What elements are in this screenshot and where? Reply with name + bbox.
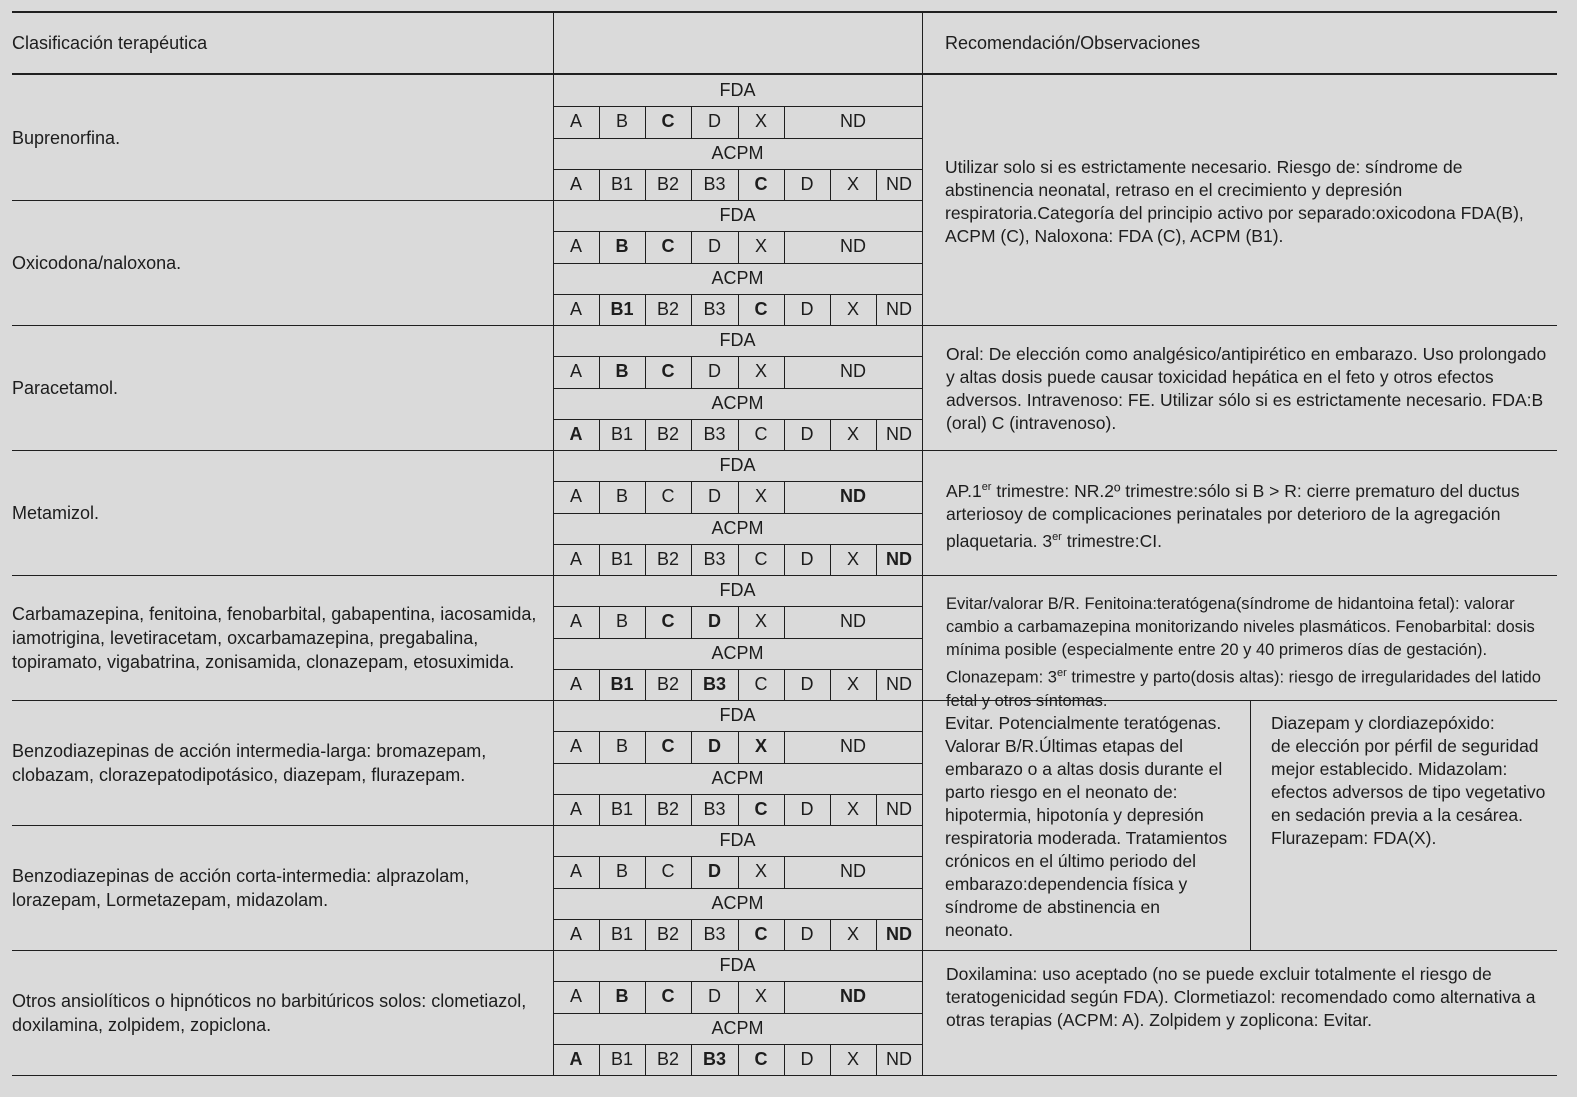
- acpm-cell-a: A: [569, 923, 582, 944]
- acpm-cell-d: D: [800, 923, 814, 944]
- acpm-cell-d: D: [800, 423, 814, 444]
- row-label-text: Buprenorfina.: [12, 127, 121, 148]
- acpm-title: ACPM: [711, 767, 764, 788]
- acpm-cell-a: A: [569, 673, 582, 694]
- acpm-cell-a: A: [569, 298, 582, 319]
- header-therapeutic-classification: Clasificación terapéutica: [12, 33, 208, 53]
- fda-cell-b: B: [615, 861, 628, 882]
- acpm-cell-x: X: [846, 673, 859, 694]
- acpm-cell-b2: B2: [656, 173, 680, 194]
- acpm-cell-c: C: [754, 548, 768, 569]
- rec4-text-a: Evitar/valorar B/R. Fenitoina:teratógena(síndrome de hidantoina fetal): valorar cambio a carbamazepina monitorizando niveles plasmáticos. Fenobarbital: dosis mínima posible (especialmente entre 20 y 40 primeros días de gestación). Clonazepam: 3: [946, 595, 1535, 687]
- acpm-cell-nd: ND: [886, 548, 912, 569]
- fda-title: FDA: [719, 955, 756, 976]
- fda-cell-d: D: [708, 111, 721, 132]
- acpm-title: ACPM: [711, 892, 764, 913]
- fda-cell-x: X: [754, 111, 767, 132]
- acpm-cell-b1: B1: [610, 798, 634, 819]
- row-label-text: Benzodiazepinas de acción intermedia-larga: bromazepam, clobazam, clorazepatodipotásico, diazepam, flurazepam.: [12, 740, 487, 785]
- row-label: [12, 75, 542, 200]
- fda-cell-nd: ND: [840, 611, 866, 632]
- fda-cell-d: D: [708, 736, 721, 757]
- fda-title: FDA: [719, 705, 756, 726]
- acpm-cell-d: D: [800, 548, 814, 569]
- recommendation-metamizol: [946, 476, 1546, 553]
- acpm-cell-b1: B1: [610, 923, 634, 944]
- acpm-cell-b3: B3: [703, 423, 726, 444]
- rec5b-line-1: Diazepam y clordiazepóxido:: [1271, 713, 1495, 733]
- row-label-text: Paracetamol.: [12, 377, 119, 398]
- fda-cell-d: D: [708, 861, 721, 882]
- acpm-cell-c: C: [754, 1048, 768, 1069]
- fda-cell-a: A: [569, 736, 582, 757]
- acpm-cell-nd: ND: [886, 673, 912, 694]
- fda-cell-d: D: [708, 986, 721, 1007]
- acpm-cell-b1: B1: [610, 423, 634, 444]
- acpm-title: ACPM: [711, 392, 764, 413]
- acpm-title: ACPM: [711, 642, 764, 663]
- recommendation-anticonvulsants: [946, 593, 1556, 713]
- row-label: [12, 950, 542, 1075]
- recommendation-benzodiazepines-specific: [1271, 712, 1553, 850]
- acpm-cell-c: C: [754, 923, 768, 944]
- fda-cell-x: X: [754, 736, 767, 757]
- acpm-cell-a: A: [569, 423, 583, 444]
- header-recommendations: Recomendación/Observaciones: [945, 33, 1201, 53]
- rec-row-divider: [922, 950, 1557, 951]
- fda-cell-nd: ND: [840, 486, 866, 507]
- acpm-cell-b2: B2: [656, 923, 680, 944]
- fda-cell-c: C: [661, 861, 675, 882]
- fda-title: FDA: [719, 330, 756, 351]
- acpm-cell-b3: B3: [703, 798, 726, 819]
- acpm-cell-b3: B3: [702, 673, 726, 694]
- fda-cell-d: D: [708, 486, 721, 507]
- acpm-cell-x: X: [846, 173, 859, 194]
- acpm-cell-b3: B3: [702, 1048, 726, 1069]
- fda-cell-c: C: [661, 236, 675, 257]
- fda-cell-x: X: [754, 611, 767, 632]
- fda-cell-a: A: [569, 486, 582, 507]
- fda-cell-a: A: [569, 861, 582, 882]
- fda-cell-a: A: [569, 361, 582, 382]
- row-label-text: Otros ansiolíticos o hipnóticos no barbitúricos solos: clometiazol, doxilamina, zolpidem, zopiclona.: [12, 990, 527, 1035]
- acpm-title: ACPM: [711, 142, 764, 163]
- acpm-cell-nd: ND: [886, 423, 912, 444]
- acpm-cell-b1: B1: [610, 673, 634, 694]
- fda-cell-b: B: [615, 611, 628, 632]
- acpm-cell-b3: B3: [703, 923, 726, 944]
- acpm-cell-nd: ND: [886, 298, 912, 319]
- table-bottom-rule: [12, 1075, 1557, 1076]
- fda-cell-nd: ND: [840, 986, 866, 1007]
- acpm-cell-b2: B2: [656, 298, 680, 319]
- fda-cell-d: D: [708, 236, 721, 257]
- rec3-text-a: AP.1: [946, 480, 982, 501]
- fda-cell-nd: ND: [840, 736, 866, 757]
- row-label: [12, 700, 542, 825]
- fda-cell-b: B: [615, 486, 628, 507]
- fda-cell-nd: ND: [840, 861, 866, 882]
- fda-cell-x: X: [754, 486, 767, 507]
- fda-cell-b: B: [615, 986, 629, 1007]
- fda-cell-c: C: [661, 986, 675, 1007]
- row-label-text: Oxicodona/naloxona.: [12, 252, 182, 273]
- acpm-cell-b2: B2: [656, 1048, 680, 1069]
- acpm-cell-c: C: [754, 423, 768, 444]
- row-label: [12, 450, 542, 575]
- fda-cell-d: D: [708, 611, 721, 632]
- fda-cell-b: B: [615, 736, 628, 757]
- acpm-cell-d: D: [800, 1048, 814, 1069]
- rec-split-divider: [1250, 700, 1251, 950]
- fda-title: FDA: [719, 205, 756, 226]
- acpm-cell-x: X: [846, 423, 859, 444]
- rec3-sup-b: er: [1052, 530, 1062, 543]
- acpm-cell-d: D: [800, 298, 814, 319]
- fda-cell-d: D: [708, 361, 721, 382]
- acpm-cell-a: A: [569, 798, 582, 819]
- fda-cell-c: C: [661, 736, 675, 757]
- fda-cell-x: X: [754, 861, 767, 882]
- row-label: [12, 325, 542, 450]
- acpm-cell-b1: B1: [610, 1048, 634, 1069]
- acpm-cell-nd: ND: [886, 1048, 912, 1069]
- fda-title: FDA: [719, 455, 756, 476]
- column-divider-2: [922, 11, 923, 1075]
- recommendation-opioids: Utilizar solo si es estrictamente necesario. Riesgo de: síndrome de abstinencia neonatal, retraso en el crecimiento y depresión respiratoria.Categoría del principio activo por separado:oxicodona FDA(B), ACPM (C), Naloxona: FDA (C), ACPM (B1).: [945, 157, 1524, 246]
- rec5b-rest: de elección por pérfil de seguridad mejor establecido. Midazolam: efectos adversos de tipo vegetativo en sedación previa a la cesárea. Flurazepam: FDA(X).: [1271, 736, 1546, 848]
- rec-row-divider: [922, 575, 1557, 576]
- recommendation-paracetamol: Oral: De elección como analgésico/antipirético en embarazo. Uso prolongado y altas dosis puede causar toxicidad hepática en el feto y otros efectos adversos. Intravenoso: FE. Utilizar sólo si es estrictamente necesario. FDA:B (oral) C (intravenoso).: [946, 344, 1547, 433]
- acpm-cell-b3: B3: [703, 173, 726, 194]
- recommendation-benzodiazepines-general: Evitar. Potencialmente teratógenas. Valorar B/R.Últimas etapas del embarazo o a altas dosis durante el parto riesgo en el neonato de: hipotermia, hipotonía y depresión respiratoria moderada. Tratamientos crónicos en el último periodo del embarazo:dependencia física y síndrome de abstinencia en neonato.: [945, 713, 1228, 940]
- acpm-cell-nd: ND: [886, 173, 912, 194]
- acpm-cell-d: D: [800, 173, 814, 194]
- acpm-cell-x: X: [846, 298, 859, 319]
- fda-cell-b: B: [615, 236, 629, 257]
- fda-cell-c: C: [661, 486, 675, 507]
- fda-cell-nd: ND: [840, 361, 866, 382]
- fda-cell-c: C: [661, 111, 675, 132]
- fda-cell-a: A: [569, 236, 582, 257]
- acpm-cell-a: A: [569, 1048, 583, 1069]
- row-label: [12, 200, 542, 325]
- acpm-cell-d: D: [800, 673, 814, 694]
- acpm-title: ACPM: [711, 517, 764, 538]
- acpm-cell-b3: B3: [703, 548, 726, 569]
- acpm-cell-a: A: [569, 173, 582, 194]
- fda-cell-c: C: [661, 361, 675, 382]
- rec3-text-b: trimestre: NR.2º trimestre:sólo si B > R: cierre prematuro del ductus arteriosoy de complicaciones perinatales por deterioro de la agregación plaquetaria. 3: [946, 480, 1520, 551]
- acpm-cell-b2: B2: [656, 423, 680, 444]
- rec4-text-b: trimestre y parto(dosis altas): riesgo de irregularidades del latido fetal y otros síntomas.: [946, 668, 1541, 710]
- fda-title: FDA: [719, 80, 756, 101]
- row-label-text: Carbamazepina, fenitoina, fenobarbital, gabapentina, iacosamida, iamotrigina, levetiracetam, oxcarbamazepina, pregabalina, topiramato, vigabatrina, zonisamida, clonazepam, etosuximida.: [12, 603, 537, 672]
- acpm-cell-b1: B1: [610, 173, 634, 194]
- acpm-cell-c: C: [754, 173, 768, 194]
- acpm-cell-b2: B2: [656, 798, 680, 819]
- fda-cell-c: C: [661, 611, 675, 632]
- fda-cell-x: X: [754, 236, 767, 257]
- acpm-title: ACPM: [711, 1017, 764, 1038]
- acpm-cell-c: C: [754, 673, 768, 694]
- acpm-cell-nd: ND: [886, 798, 912, 819]
- fda-cell-b: B: [615, 111, 628, 132]
- fda-cell-b: B: [615, 361, 629, 382]
- acpm-cell-nd: ND: [886, 923, 912, 944]
- rec-row-divider: [922, 325, 1557, 326]
- acpm-cell-x: X: [846, 548, 859, 569]
- acpm-cell-b1: B1: [610, 298, 634, 319]
- acpm-cell-d: D: [800, 798, 814, 819]
- fda-cell-nd: ND: [840, 111, 866, 132]
- acpm-title: ACPM: [711, 267, 764, 288]
- fda-cell-a: A: [569, 986, 582, 1007]
- fda-cell-nd: ND: [840, 236, 866, 257]
- acpm-cell-b3: B3: [703, 298, 726, 319]
- rec3-sup-a: er: [981, 481, 992, 493]
- fda-cell-x: X: [754, 361, 767, 382]
- rec-row-divider: [922, 450, 1557, 451]
- rec3-text-c: trimestre:CI.: [1061, 530, 1162, 551]
- row-label: [12, 575, 542, 700]
- fda-title: FDA: [719, 580, 756, 601]
- acpm-cell-b2: B2: [656, 548, 680, 569]
- fda-cell-a: A: [569, 111, 582, 132]
- acpm-cell-c: C: [754, 798, 768, 819]
- acpm-cell-x: X: [846, 923, 859, 944]
- fda-cell-x: X: [754, 986, 767, 1007]
- acpm-cell-b1: B1: [610, 548, 634, 569]
- table-top-rule: [12, 11, 1557, 13]
- recommendation-hypnotics: Doxilamina: uso aceptado (no se puede excluir totalmente el riesgo de teratogenicidad según FDA). Clormetiazol: recomendado como alternativa a otras terapias (ACPM: A). Zolpidem y zoplicona: Evitar.: [946, 964, 1536, 1030]
- fda-title: FDA: [719, 830, 756, 851]
- acpm-cell-x: X: [846, 1048, 859, 1069]
- rec4-sup: er: [1056, 667, 1067, 679]
- acpm-cell-a: A: [569, 548, 582, 569]
- row-label: [12, 825, 542, 950]
- acpm-cell-b2: B2: [656, 673, 680, 694]
- row-label-text: Benzodiazepinas de acción corta-intermedia: alprazolam, lorazepam, Lormetazepam, midazolam.: [12, 865, 470, 910]
- acpm-cell-c: C: [754, 298, 768, 319]
- row-label-text: Metamizol.: [12, 502, 100, 523]
- acpm-cell-x: X: [846, 798, 859, 819]
- fda-cell-a: A: [569, 611, 582, 632]
